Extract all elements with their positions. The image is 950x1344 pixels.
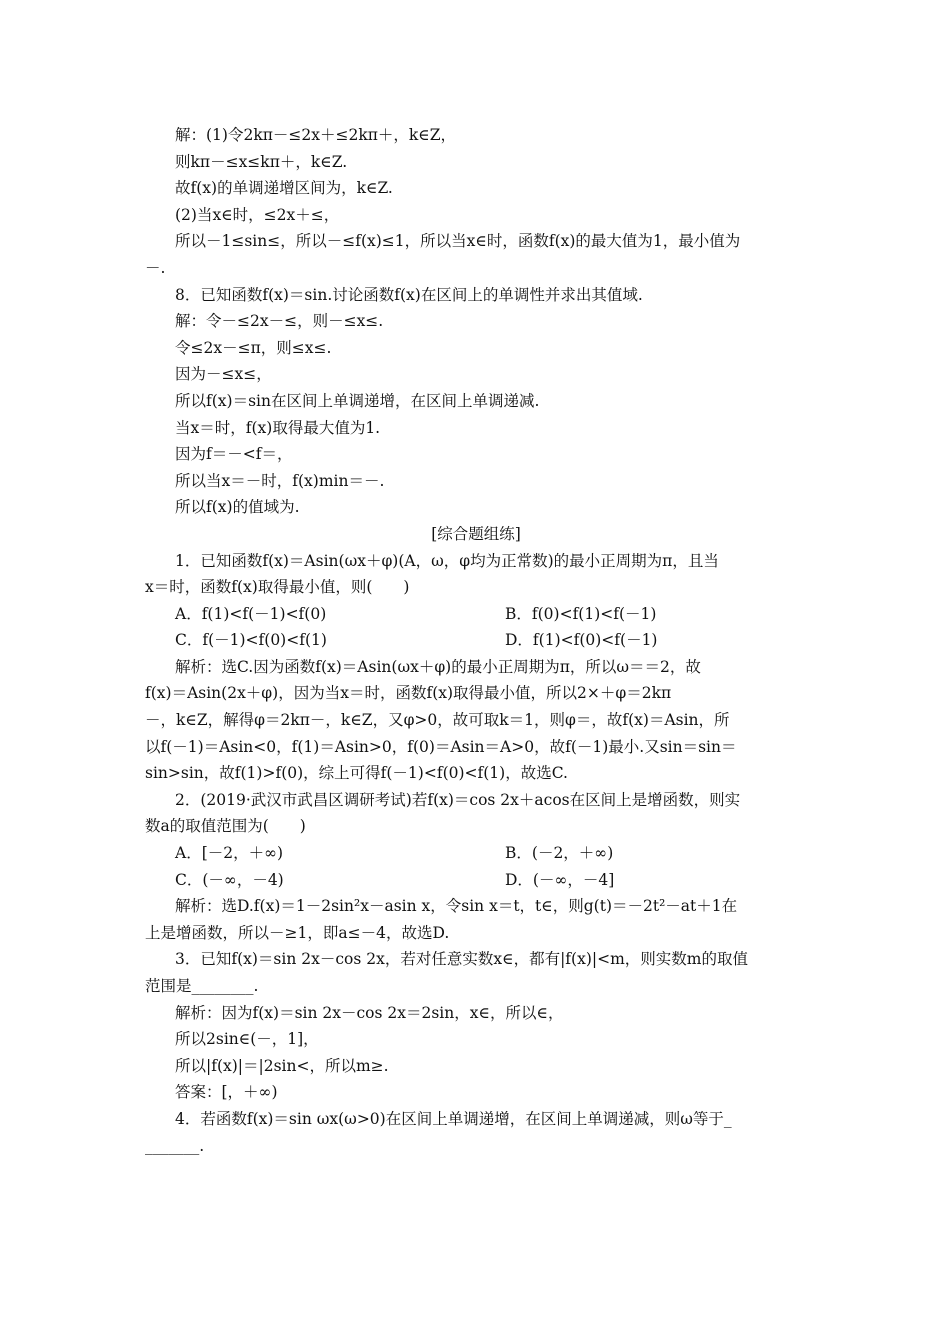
text-line: 所以－1≤sin≤，所以－≤f(x)≤1，所以当x∈时，函数f(x)的最大值为1，最小值为: [175, 232, 741, 251]
text-line: 所以f(x)＝sin在区间上单调递增，在区间上单调递减.: [175, 391, 540, 410]
solution-line: 所以2sin∈(－，1]，: [175, 1030, 319, 1049]
solution-line: 上是增函数，所以－≥1，即a≤－4，故选D.: [145, 923, 450, 942]
document-body: [145, 122, 807, 1159]
options-row: [145, 840, 807, 867]
solution-line: 以f(－1)＝Asin<0，f(1)＝Asin>0，f(0)＝Asin＝A>0，故f(－1)最小.又sin＝sin＝: [145, 737, 737, 756]
question-8: 8．已知函数f(x)＝sin.讨论函数f(x)在区间上的单调性并求出其值域.: [175, 285, 643, 304]
text-line: 数a的取值范围为( ): [145, 817, 306, 836]
text-line: 因为f＝－<f＝，: [175, 445, 293, 464]
text-line: 所以当x＝－时，f(x)min＝－.: [175, 471, 385, 490]
text-line: 则kπ－≤x≤kπ＋，k∈Z.: [175, 152, 348, 171]
text-line: 因为－≤x≤，: [175, 365, 272, 384]
solution-line: 解析：选D.f(x)＝1－2sin²x－asin x，令sin x＝t，t∈，则g(t)＝－2t²－at＋1在: [175, 897, 738, 916]
text-line: 令≤2x－≤π，则≤x≤.: [175, 338, 332, 357]
option-a: A．[－2，＋∞): [175, 844, 284, 863]
options-row: [145, 601, 807, 628]
section-heading: [综合题组练]: [431, 524, 521, 543]
options-row: [145, 867, 807, 894]
solution-line: f(x)＝Asin(2x＋φ)，因为当x＝时，函数f(x)取得最小值，所以2×＋φ＝2kπ: [145, 684, 672, 703]
question-4: 4．若函数f(x)＝sin ωx(ω>0)在区间上单调递增，在区间上单调递减，则ω等于_: [175, 1109, 732, 1128]
option-b: B．f(0)<f(1)<f(－1): [505, 604, 657, 623]
text-line: 所以f(x)的值域为.: [175, 498, 300, 517]
option-b: B．(－2，＋∞): [505, 844, 614, 863]
solution-line: 解析：因为f(x)＝sin 2x－cos 2x＝2sin，x∈，所以∈，: [175, 1003, 564, 1022]
solution-line: 解析：选C.因为函数f(x)＝Asin(ωx＋φ)的最小正周期为π，所以ω＝＝2，故: [175, 657, 701, 676]
option-c: C．(－∞，－4): [175, 870, 284, 889]
text-line: 解：(1)令2kπ－≤2x＋≤2kπ＋，k∈Z，: [175, 126, 457, 144]
text-line: _______.: [145, 1136, 205, 1155]
question-1: 1．已知函数f(x)＝Asin(ωx＋φ)(A，ω，φ均为正常数)的最小正周期为π，且当: [175, 551, 719, 570]
option-c: C．f(－1)<f(0)<f(1): [175, 631, 327, 650]
text-line: 范围是________.: [145, 977, 259, 995]
option-d: D．(－∞，－4]: [505, 870, 615, 889]
option-d: D．f(1)<f(0)<f(－1): [505, 631, 658, 650]
solution-line: －，k∈Z，解得φ＝2kπ－，k∈Z，又φ>0，故可取k＝1，则φ＝，故f(x)＝Asin，所: [145, 711, 730, 730]
text-line: (2)当x∈时，≤2x＋≤，: [175, 205, 340, 224]
answer-line: 答案：[，＋∞): [175, 1083, 278, 1102]
question-3: 3．已知f(x)＝sin 2x－cos 2x，若对任意实数x∈，都有|f(x)|<m，则实数m的取值: [175, 950, 748, 969]
question-2: 2．(2019·武汉市武昌区调研考试)若f(x)＝cos 2x＋acos在区间上是增函数，则实: [175, 790, 741, 809]
text-line: －.: [145, 258, 166, 277]
text-line: 当x＝时，f(x)取得最大值为1.: [175, 418, 381, 437]
text-line: 故f(x)的单调递增区间为，k∈Z.: [175, 179, 393, 198]
text-line: x＝时，函数f(x)取得最小值，则( ): [145, 578, 410, 597]
option-a: A．f(1)<f(－1)<f(0): [175, 604, 327, 623]
options-row: [145, 627, 807, 654]
text-line: 解：令－≤2x－≤，则－≤x≤.: [175, 312, 384, 331]
solution-line: 所以|f(x)|＝|2sin<，所以m≥.: [175, 1056, 389, 1075]
solution-line: sin>sin，故f(1)>f(0)，综上可得f(－1)<f(0)<f(1)，故选C.: [145, 764, 568, 783]
